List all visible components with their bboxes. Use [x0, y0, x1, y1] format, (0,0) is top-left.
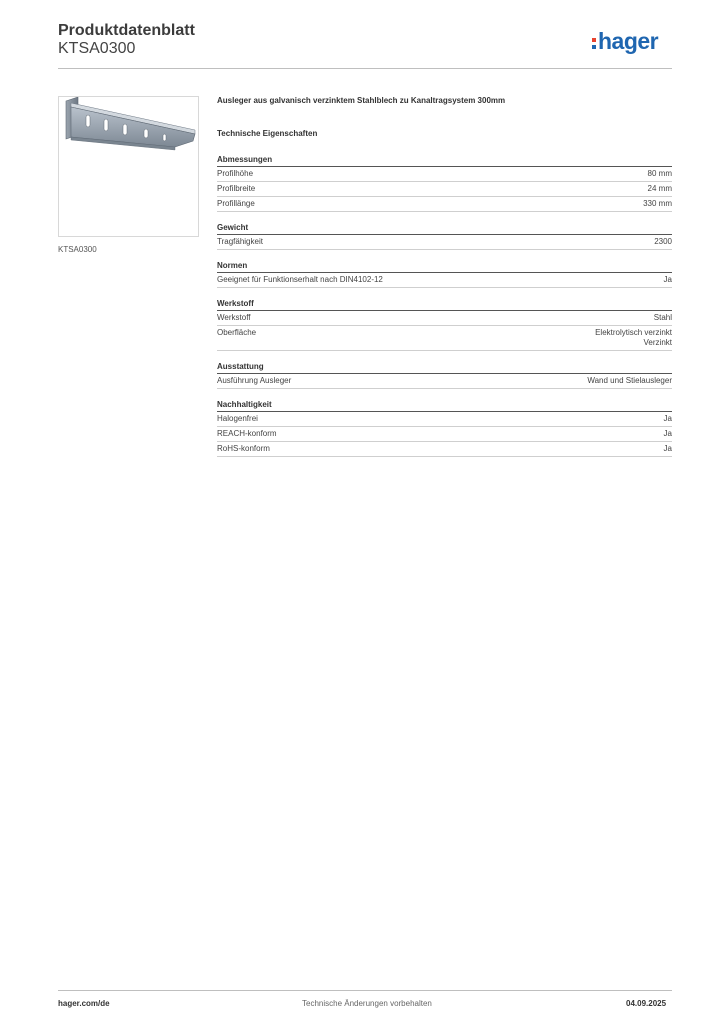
- property-row: [217, 273, 672, 288]
- property-value: Ja: [663, 414, 672, 423]
- logo-dots-icon: [592, 35, 597, 51]
- section-title: Werkstoff: [217, 297, 672, 311]
- property-label: Oberfläche: [217, 328, 257, 337]
- property-label: Tragfähigkeit: [217, 237, 263, 246]
- property-row: [217, 442, 672, 457]
- property-row: [217, 311, 672, 326]
- hager-logo: [592, 28, 658, 55]
- section-gap: [217, 457, 672, 466]
- property-label: Geeignet für Funktionserhalt nach DIN4102-12: [217, 275, 383, 284]
- property-value: Ja: [663, 429, 672, 438]
- product-code: KTSA0300: [58, 40, 136, 57]
- property-value: Wand und Stielausleger: [587, 376, 672, 385]
- section-title: Ausstattung: [217, 360, 672, 374]
- property-value: Stahl: [653, 313, 672, 322]
- property-row: [217, 374, 672, 389]
- property-value: 80 mm: [647, 169, 672, 178]
- section-gap: [217, 288, 672, 297]
- property-row: [217, 197, 672, 212]
- property-value: Elektrolytisch verzinkt Verzinkt: [595, 328, 672, 347]
- section-title: Abmessungen: [217, 153, 672, 167]
- section-title: Nachhaltigkeit: [217, 398, 672, 412]
- property-row: [217, 167, 672, 182]
- property-sections: [217, 153, 672, 466]
- product-details: [217, 96, 672, 466]
- property-label: Werkstoff: [217, 313, 251, 322]
- property-row: [217, 235, 672, 250]
- section-gap: [217, 250, 672, 259]
- page-title: Produktdatenblatt: [58, 22, 195, 39]
- logo-text: hager: [598, 28, 659, 54]
- footer-note: Technische Änderungen vorbehalten: [302, 999, 432, 1008]
- section-abmessungen: [217, 153, 672, 212]
- property-row: [217, 182, 672, 197]
- product-image: [58, 96, 199, 237]
- bracket-illustration: [59, 97, 198, 236]
- section-normen: [217, 259, 672, 288]
- footer-divider: [58, 990, 672, 991]
- section-gap: [217, 212, 672, 221]
- property-value: 2300: [654, 237, 672, 246]
- property-row: [217, 412, 672, 427]
- property-label: Profillänge: [217, 199, 255, 208]
- section-gewicht: [217, 221, 672, 250]
- section-nachhaltigkeit: [217, 398, 672, 457]
- section-title: Normen: [217, 259, 672, 273]
- section-gap: [217, 351, 672, 360]
- property-value: Ja: [663, 275, 672, 284]
- section-gap: [217, 389, 672, 398]
- header-divider: [58, 68, 672, 69]
- tech-heading: Technische Eigenschaften: [217, 129, 318, 138]
- section-title: Gewicht: [217, 221, 672, 235]
- property-row: [217, 427, 672, 442]
- property-label: Profilbreite: [217, 184, 256, 193]
- property-label: Profilhöhe: [217, 169, 254, 178]
- footer-website-link[interactable]: hager.com/de: [58, 999, 110, 1008]
- property-label: REACH-konform: [217, 429, 277, 438]
- property-value: Ja: [663, 444, 672, 453]
- property-label: Ausführung Ausleger: [217, 376, 292, 385]
- property-value: 330 mm: [643, 199, 672, 208]
- property-label: Halogenfrei: [217, 414, 258, 423]
- section-werkstoff: [217, 297, 672, 351]
- product-description: Ausleger aus galvanisch verzinktem Stahlblech zu Kanaltragsystem 300mm: [217, 96, 506, 105]
- image-caption: KTSA0300: [58, 245, 97, 254]
- property-label: RoHS-konform: [217, 444, 270, 453]
- property-value: 24 mm: [647, 184, 672, 193]
- footer-date: 04.09.2025: [626, 999, 667, 1008]
- property-row: [217, 326, 672, 351]
- section-ausstattung: [217, 360, 672, 389]
